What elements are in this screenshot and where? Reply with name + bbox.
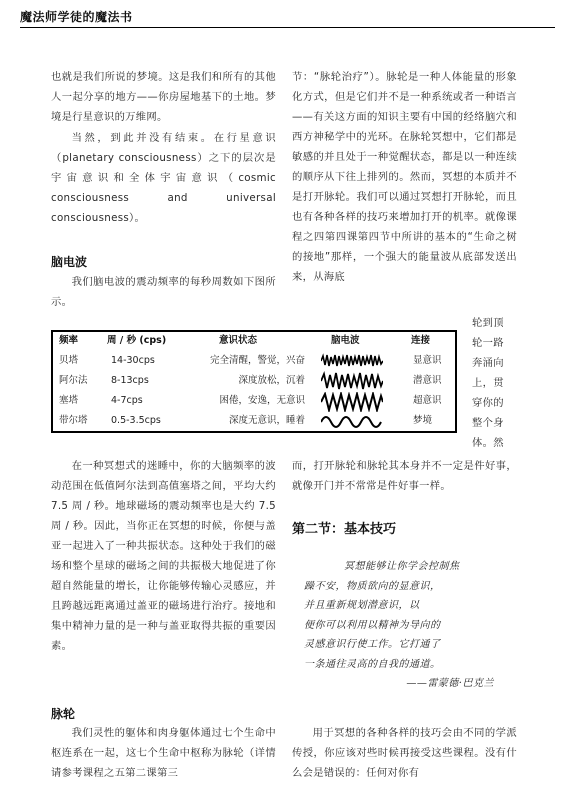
quote-author: ——雷蒙德·巴克兰	[406, 678, 494, 689]
narrow-line: 奔涌向	[472, 357, 504, 369]
quote-line: 冥想能够让你学会控制焦	[344, 561, 460, 572]
table-row-2-connection: 潜意识	[413, 375, 442, 386]
left-paragraph-5: 我们灵性的躯体和肉身躯体通过七个生命中枢连系在一起，这七个生命中枢称为脉轮（详情请参考课程之五第二课第三	[51, 727, 276, 779]
narrow-line: 穿你的	[472, 397, 504, 409]
table-row-2-state: 深度放松，沉着	[238, 375, 305, 386]
right-paragraph-3: 用于冥想的各种各样的技巧会由不同的学派传授，你应该对些时候再接受这些课程。没有什么会是错误的：任何对你有	[292, 727, 517, 779]
heading-chakra: 脉轮	[51, 707, 76, 721]
left-paragraph-2: 当然，到此并没有结束。在行星意识（planetary consciousness）之下的层次是宇宙意识和全体宇宙意识（cosmic consciousness and universal consciousness）。	[51, 132, 276, 224]
right-narrow-text	[472, 313, 522, 453]
table-row-1-name: 贝塔	[59, 355, 79, 366]
table-row-3-cps: 4-7cps	[111, 395, 143, 406]
table-header-frequency: 频率	[59, 335, 79, 346]
table-row-1-cps: 14-30cps	[111, 355, 155, 366]
table-row-4-name: 带尔塔	[59, 415, 88, 426]
table-row-3-state: 困倦，安逸，无意识	[219, 395, 305, 406]
table-row-4-cps: 0.5-3.5cps	[111, 415, 161, 426]
table-header-state: 意识状态	[219, 335, 258, 346]
table-header-cps: 周 / 秒 (cps)	[107, 335, 167, 346]
quote-line: 躁不安，物质欲向的显意识，	[304, 580, 441, 592]
table-row-3-name: 塞塔	[59, 395, 79, 406]
table-row-4-state: 深度无意识，睡着	[228, 415, 305, 426]
narrow-line: 轮到顶	[472, 317, 504, 329]
brainwave-table	[51, 330, 457, 433]
narrow-line: 上，贯	[472, 377, 504, 389]
table-row-2-cps: 8-13cps	[111, 375, 149, 386]
page-header-title: 魔法师学徒的魔法书	[20, 10, 133, 24]
header-rule	[20, 27, 555, 28]
meditation-quote	[304, 557, 514, 694]
heading-basic-techniques: 第二节：基本技巧	[292, 522, 397, 537]
right-paragraph-1: 节：“脉轮治疗”）。脉轮是一种人体能量的形象化方式，但是它们并不是一种系统或者一种语言——有关这方面的知识主要有中国的经络脑穴和西方神秘学中的光环。在脉轮冥想中，它们都是敏感的并且处于一种觉醒状态，都是以一种连续的顺序从下往上排列的。然而，冥想的本质并不是打开脉轮。我们可以通过冥想打开脉轮，而且也有各种各样的技巧来增加打开的机率。就像课程之四第四课第四节中所讲的基本的“生命之树的接地”那样，一个强大的能量波从底部发送出来，从海底	[292, 71, 517, 283]
alpha-wave-icon	[321, 371, 383, 391]
table-header-wave: 脑电波	[331, 335, 360, 346]
narrow-line: 整个身	[472, 417, 504, 429]
table-row-4-connection: 梦境	[413, 415, 433, 426]
table-header-connection: 连接	[411, 335, 431, 346]
narrow-line: 体。然	[472, 437, 504, 449]
left-paragraph-3: 我们脑电波的震动频率的每秒周数如下图所示。	[51, 276, 276, 308]
heading-brainwave: 脑电波	[51, 255, 88, 269]
beta-wave-icon	[321, 352, 383, 370]
left-paragraph-4: 在一种冥想式的迷睡中，你的大脑频率的波动范围在低值阿尔法到高值塞塔之间，平均大约 7.5 周 / 秒。地球磁场的震动频率也是大约 7.5 周 / 秒。因此，当你正在冥想的时候，你便与盖亚一起进入了一种共振状态。这种处于我们的磁场和整个星球的磁场之间的共振极大地促进了你超自然能量的增长，让你能够传输心灵感应，并且跨越远距离通过盖亚的磁场进行治疗。接地和集中精神力量的是一种与盖亚取得共振的重要因素。	[51, 460, 276, 652]
table-row-1-connection: 显意识	[413, 355, 442, 366]
narrow-line: 轮一路	[472, 337, 504, 349]
delta-wave-icon	[321, 412, 383, 432]
right-paragraph-2: 而，打开脉轮和脉轮其本身并不一定是件好事，就像开门并不常常是件好事一样。	[292, 460, 517, 492]
quote-line: 一条通往灵高的自我的通道。	[304, 658, 441, 670]
left-paragraph-1: 也就是我们所说的梦境。这是我们和所有的其他人一起分享的地方——你房屋地基下的土地。梦境是行星意识的万维网。	[51, 71, 276, 123]
table-row-3-connection: 超意识	[413, 395, 442, 406]
theta-wave-icon	[321, 392, 383, 412]
quote-line: 灵感意识行使工作。它打通了	[304, 639, 441, 650]
table-row-2-name: 阿尔法	[59, 375, 88, 386]
quote-line: 并且重新规划潜意识，以	[304, 600, 420, 611]
table-row-1-state: 完全清醒，警觉，兴奋	[209, 355, 305, 366]
quote-line: 便你可以利用以精神为导向的	[304, 619, 441, 631]
